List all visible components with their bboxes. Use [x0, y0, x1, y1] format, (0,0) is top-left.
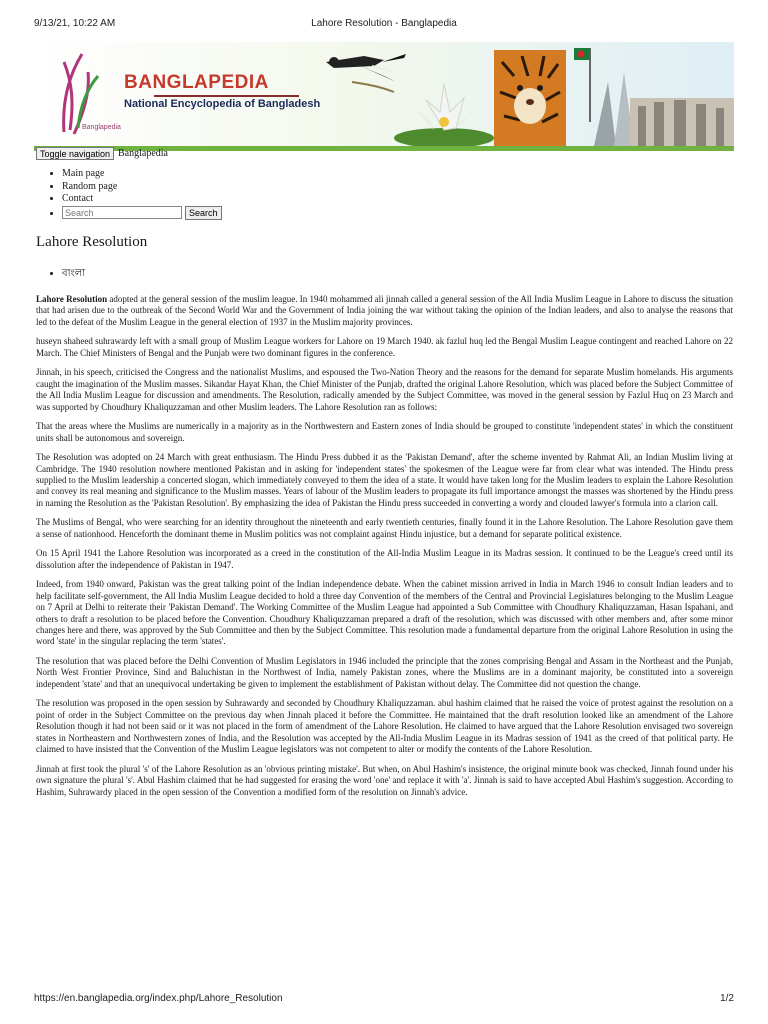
tiger-illustration	[494, 50, 566, 146]
article-paragraph-8: Indeed, from 1940 onward, Pakistan was the great talking point of the Indian independence debate. When the cabinet mission arrived in India in March 1946 to consult Indian leaders and to help facilitate self-government, the All India Muslim League decided to hold a three day Convention of the members of the Central and Provincial Legislatures belonging to the Muslim League on 7 April at Delhi to reiterate their 'Pakistan Demand'. The Working Committee of the Muslim League had appointed a Sub Committee with Choudhury Khaliquzzaman, Hasan Ispahani, and others to draft a resolution to be placed before the Convention. Choudhury Khaliquzzaman prepared a draft of the resolution, which was discussed with other members and, after some minor changes here and there, was approved by the Sub Committee and then by the Subject Committee. This resolution made a fundamental departure from the original Lahore Resolution in using the word 'state' in the singular replacing the term 'states'.	[36, 579, 733, 647]
print-date: 9/13/21, 10:22 AM	[34, 18, 116, 29]
site-brand-title: BANGLAPEDIA	[124, 72, 269, 93]
brand-divider	[154, 95, 299, 97]
paragraph-1-text: adopted at the general session of the muslim league. In 1940 mohammed ali jinnah called a general session of the All India Muslim League in Lahore to discuss the situation that had arisen due to the outbreak of the Second World War and the Government of India joining the war without taking the opinion of the Indian leaders, and also to analyse the reasons that led to the defeat of the Muslim League in the general election of 1937 in the Muslim majority provinces.	[36, 294, 733, 327]
article-paragraph-1	[36, 294, 733, 328]
article-body	[36, 294, 733, 806]
navbar	[34, 148, 734, 162]
small-logo-label: Banglapedia	[82, 124, 121, 131]
article-paragraph-10: The resolution was proposed in the open session by Suhrawardy and seconded by Choudhury Khaliquzzaman. abul hashim claimed that he raised the voice of protest against the resolution on a point of order in the Subject Committee on the previous day when Jinnah placed it before the Committee. He maintained that the draft resolution looked like an amendment of the Lahore Resolution though it had not been said or it was not placed in the form of amendment of the Lahore Resolution. He claimed to have argued that the Lahore Resolution envisaged two sovereign states in Northeastern and Northwestern zones of India, and the Resolution was accepted by the All-India Muslim League in its Madras session of 1941 as the creed of that political party. He claimed to have insisted that the Convention of the Muslim League legislators was not competent to alter or modify the contents of the Lahore Resolution.	[36, 698, 733, 755]
print-url: https://en.banglapedia.org/index.php/Lahore_Resolution	[34, 993, 283, 1004]
article-paragraph-9: The resolution that was placed before the Delhi Convention of Muslim Legislators in 1946 included the principle that the zones comprising Bengal and Assam in the Northeast and the Punjab, North West Frontier Province, Sind and Baluchistan in the Northwest of India, namely Pakistan zones, where the Muslims are in a dominant majority, be constituted into a sovereign independent 'state' and that an unequivocal undertaking be given to implement the establishment of Pakistan without delay. The Committee did not question the change.	[36, 656, 733, 689]
navbar-brand-link[interactable]: Banglapedia	[118, 148, 168, 159]
search-form	[62, 206, 222, 220]
site-tagline: National Encyclopedia of Bangladesh	[124, 98, 321, 110]
article-paragraph-11: Jinnah at first took the plural 's' of the Lahore Resolution as an 'obvious printing mistake'. But when, on Abul Hashim's insistence, the original minute book was checked, Jinnah found under his own signature the plural 's'. Abul Hashim claimed that he had suggested for erasing the word 'one' and replace it with 'a'. Jinnah is said to have accepted Abul Hashim's suggestion. According to Hashim, Suhrawardy placed in the open session of the Convention a modified form of the resolution on Jinnah's advice.	[36, 763, 733, 797]
menu-item-contact[interactable]: • Contact	[62, 193, 222, 206]
banner-logo-text	[124, 72, 320, 110]
article-paragraph-3: Jinnah, in his speech, criticised the Congress and the nationalist Muslims, and espoused the Two-Nation Theory and the reasons for the demand for separate Muslim homelands. His arguments caught the imagination of the Muslim masses. Sikandar Hayat Khan, the Chief Minister of the Punjab, drafted the original Lahore Resolution, which was placed before the Subject Committee of the All India Muslim League for discussion and amendments. The Resolution, radically amended by the Subject Committee, was moved in the general session by Fazlul Huq on 23 March and was supported by Choudhury Khaliquzzaman and other Muslim leaders. The Lahore Resolution ran as follows:	[36, 367, 733, 412]
menu-item-main-page[interactable]: • Main page	[62, 168, 222, 181]
print-page-title: Lahore Resolution - Banglapedia	[311, 18, 457, 29]
toggle-navigation-button[interactable]: Toggle navigation	[36, 147, 114, 160]
site-menu	[36, 168, 222, 220]
language-list	[36, 266, 85, 283]
article-paragraph-4: That the areas where the Muslims are numerically in a majority as in the Northwestern and Eastern zones of India should be grouped to constitute 'independent states' in which the constituent units shall be autonomous and sovereign.	[36, 421, 733, 443]
site-banner[interactable]	[34, 42, 734, 151]
search-button[interactable]: • Search	[185, 206, 222, 220]
language-link-bangla[interactable]: • বাংলা	[62, 266, 85, 283]
print-page-number: 1/2	[720, 993, 734, 1004]
print-header	[0, 0, 768, 30]
page-title: Lahore Resolution	[36, 234, 148, 250]
search-input[interactable]	[62, 206, 182, 219]
menu-item-search	[62, 206, 222, 220]
lead-term: Lahore Resolution	[36, 294, 108, 304]
print-footer	[0, 993, 768, 1013]
menu-item-random-page[interactable]: • Random page	[62, 181, 222, 194]
article-paragraph-7: On 15 April 1941 the Lahore Resolution was incorporated as a creed in the constitution of the All-India Muslim League in its Madras session. It continued to be the League's creed until its dissolution after the independence of Pakistan in 1947.	[36, 548, 733, 570]
article-paragraph-5: The Resolution was adopted on 24 March with great enthusiasm. The Hindu Press dubbed it as the 'Pakistan Demand', after the scheme invented by Rahmat Ali, an Indian Muslim living at Cambridge. The 1940 resolution nowhere mentioned Pakistan and in asking for 'independent states' the spokesmen of the League were far from clear what was intended. The Hindu press supplied to the Muslim leadership a concerted slogan, which immediately conveyed to them the idea of a state. It would have taken long for the Muslim leaders to explain the Lahore Resolution and convey its real meaning and significance to the Muslim masses. Years of labour of the Muslim leaders to propagate its full importance amongst the masses was shortened by the Hindu press in naming the Resolution as the 'Pakistan Resolution'. By emphasizing the idea of Pakistan the Hindu press succeeded in converting a wordy and clouded lawyer's formula into a clarion call.	[36, 452, 733, 508]
article-paragraph-2: huseyn shaheed suhrawardy left with a small group of Muslim League workers for Lahore on 19 March 1940. ak fazlul huq led the Bengal Muslim League contingent and reached Lahore on 22 March. The Chief Ministers of Bengal and the Punjab were two dominant figures in the conference.	[36, 336, 733, 358]
article-paragraph-6: The Muslims of Bengal, who were searching for an identity throughout the nineteenth and early twentieth centuries, finally found it in the Lahore Resolution. The Lahore Resolution gave them a sense of nationhood. Henceforth the dominant theme in Muslim politics was not complaint against Hindu injustice, but a demand for separate political existence.	[36, 517, 733, 539]
